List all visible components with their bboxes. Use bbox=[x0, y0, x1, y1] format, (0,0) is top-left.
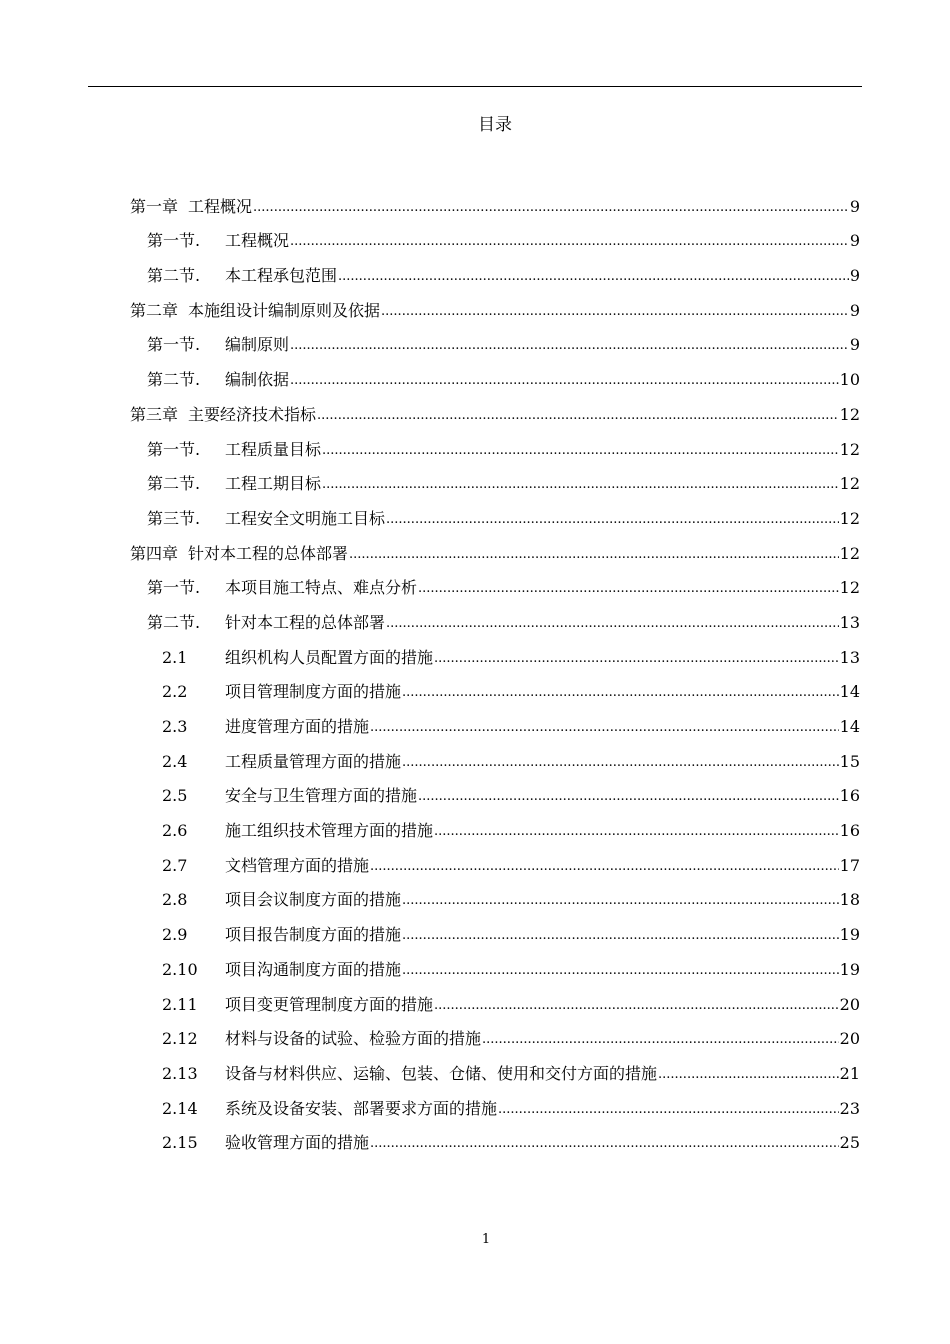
toc-entry-label bbox=[130, 855, 369, 877]
toc-entry-title: 本项目施工特点、难点分析 bbox=[225, 578, 418, 598]
toc-entry-subsection[interactable] bbox=[130, 738, 860, 773]
toc-entry-chapter[interactable] bbox=[130, 287, 860, 322]
page-number: 1 bbox=[481, 1232, 491, 1247]
toc-title: 目录 bbox=[478, 115, 512, 135]
toc-entry-title: 针对本工程的总体部署 bbox=[188, 543, 349, 563]
toc-entry-page: 16 bbox=[839, 786, 860, 806]
toc-entry-label bbox=[130, 716, 369, 738]
toc-entry-number: 2.7 bbox=[162, 855, 188, 875]
toc-entry-number: 2.14 bbox=[162, 1098, 198, 1118]
toc-entry-page: 12 bbox=[839, 404, 860, 424]
toc-entry-page: 20 bbox=[839, 1029, 860, 1049]
toc-entry-section[interactable] bbox=[130, 356, 860, 391]
toc-entry-title: 项目管理制度方面的措施 bbox=[225, 682, 402, 702]
toc-entry-number: 第一节. bbox=[147, 578, 201, 598]
dot-leader bbox=[253, 196, 849, 218]
toc-entry-number: 第一节. bbox=[147, 231, 201, 251]
toc-entry-label bbox=[130, 196, 252, 218]
toc-entry-section[interactable] bbox=[130, 599, 860, 634]
toc-entry-page: 15 bbox=[839, 751, 860, 771]
toc-entry-label bbox=[130, 265, 337, 287]
header-rule bbox=[88, 86, 862, 87]
toc-entry-number: 2.4 bbox=[162, 751, 188, 771]
toc-entry-subsection[interactable] bbox=[130, 1016, 860, 1051]
toc-entry-number: 第三章 bbox=[130, 404, 179, 424]
toc-entry-number: 2.5 bbox=[162, 786, 188, 806]
toc-entry-title: 验收管理方面的措施 bbox=[225, 1133, 370, 1153]
dot-leader bbox=[402, 924, 839, 946]
toc-entry-title: 设备与材料供应、运输、包装、仓储、使用和交付方面的措施 bbox=[225, 1063, 658, 1083]
toc-entry-label bbox=[130, 230, 289, 252]
toc-entry-label bbox=[130, 994, 433, 1016]
toc-entry-label bbox=[130, 404, 316, 426]
toc-entry-page: 12 bbox=[839, 439, 860, 459]
toc-entry-label bbox=[130, 647, 433, 669]
toc-entry-label bbox=[130, 820, 433, 842]
dot-leader bbox=[402, 889, 839, 911]
toc-entry-label bbox=[130, 1132, 369, 1154]
toc-entry-number: 2.11 bbox=[162, 994, 198, 1014]
toc-entry-chapter[interactable] bbox=[130, 391, 860, 426]
toc-entry-number: 第二节. bbox=[147, 612, 201, 632]
toc-entry-number: 第二节. bbox=[147, 474, 201, 494]
dot-leader bbox=[402, 681, 839, 703]
dot-leader bbox=[381, 300, 849, 322]
toc-entry-title: 编制依据 bbox=[225, 370, 290, 390]
dot-leader bbox=[418, 577, 839, 599]
toc-entry-title: 进度管理方面的措施 bbox=[225, 717, 370, 736]
toc-entry-title: 项目沟通制度方面的措施 bbox=[225, 959, 402, 979]
toc-entry-subsection[interactable] bbox=[130, 981, 860, 1016]
toc-entry-number: 2.1 bbox=[162, 647, 188, 667]
toc-entry-title: 本施组设计编制原则及依据 bbox=[188, 300, 381, 320]
toc-entry-title: 项目会议制度方面的措施 bbox=[225, 890, 402, 910]
toc-entry-label bbox=[130, 543, 348, 565]
toc-entry-title: 编制原则 bbox=[225, 335, 290, 355]
toc-entry-subsection[interactable] bbox=[130, 773, 860, 808]
toc-entry-number: 2.12 bbox=[162, 1029, 198, 1049]
dot-leader bbox=[322, 439, 839, 461]
toc-entry-subsection[interactable] bbox=[130, 1050, 860, 1085]
dot-leader bbox=[370, 855, 839, 877]
toc-entry-title: 系统及设备安装、部署要求方面的措施 bbox=[225, 1098, 498, 1118]
toc-entry-page: 19 bbox=[839, 925, 860, 945]
toc-entry-section[interactable] bbox=[130, 565, 860, 600]
toc-entry-number: 2.8 bbox=[162, 890, 188, 910]
toc-entry-number: 2.2 bbox=[162, 682, 188, 702]
toc-entry-number: 2.9 bbox=[162, 925, 188, 945]
dot-leader bbox=[290, 230, 849, 252]
dot-leader bbox=[290, 334, 849, 356]
toc-entry-title: 本工程承包范围 bbox=[225, 266, 338, 286]
toc-entry-title: 安全与卫生管理方面的措施 bbox=[225, 786, 418, 806]
dot-leader bbox=[434, 820, 839, 842]
dot-leader bbox=[418, 785, 839, 807]
toc-entry-page: 13 bbox=[839, 647, 860, 667]
toc-entry-subsection[interactable] bbox=[130, 669, 860, 704]
toc-entry-subsection[interactable] bbox=[130, 877, 860, 912]
toc-entry-page: 16 bbox=[839, 821, 860, 841]
toc-entry-subsection[interactable] bbox=[130, 946, 860, 981]
toc-entry-subsection[interactable] bbox=[130, 703, 860, 738]
toc-entry-label bbox=[130, 473, 321, 495]
toc-entry-page: 14 bbox=[839, 682, 860, 702]
dot-leader bbox=[658, 1063, 839, 1085]
toc-entry-subsection[interactable] bbox=[130, 1120, 860, 1155]
table-of-contents bbox=[130, 183, 860, 1154]
toc-entry-page: 17 bbox=[839, 855, 860, 875]
toc-entry-label bbox=[130, 785, 417, 807]
toc-entry-chapter[interactable] bbox=[130, 530, 860, 565]
toc-entry-page: 9 bbox=[849, 335, 860, 355]
toc-entry-title: 材料与设备的试验、检验方面的措施 bbox=[225, 1029, 482, 1049]
toc-entry-page: 18 bbox=[839, 890, 860, 910]
toc-entry-title: 文档管理方面的措施 bbox=[225, 855, 370, 875]
dot-leader bbox=[402, 959, 839, 981]
toc-entry-section[interactable] bbox=[130, 426, 860, 461]
toc-entry-page: 19 bbox=[839, 959, 860, 979]
toc-entry-label bbox=[130, 369, 289, 391]
toc-entry-subsection[interactable] bbox=[130, 807, 860, 842]
toc-entry-title: 工程工期目标 bbox=[225, 474, 322, 494]
toc-entry-label bbox=[130, 1098, 497, 1120]
toc-entry-section[interactable] bbox=[130, 322, 860, 357]
toc-entry-page: 9 bbox=[849, 266, 860, 286]
toc-entry-label bbox=[130, 612, 385, 634]
toc-entry-label bbox=[130, 439, 321, 461]
toc-entry-title: 针对本工程的总体部署 bbox=[225, 612, 386, 632]
toc-entry-title: 主要经济技术指标 bbox=[188, 404, 317, 424]
toc-entry-page: 12 bbox=[839, 474, 860, 494]
toc-entry-page: 20 bbox=[839, 994, 860, 1014]
dot-leader bbox=[349, 543, 839, 565]
toc-entry-number: 2.15 bbox=[162, 1133, 198, 1153]
toc-entry-title: 工程概况 bbox=[188, 196, 253, 216]
toc-entry-title: 施工组织技术管理方面的措施 bbox=[225, 821, 434, 841]
toc-entry-title: 组织机构人员配置方面的措施 bbox=[225, 647, 434, 667]
toc-entry-section[interactable] bbox=[130, 461, 860, 496]
toc-entry-label bbox=[130, 1028, 481, 1050]
dot-leader bbox=[434, 994, 839, 1016]
dot-leader bbox=[434, 647, 839, 669]
dot-leader bbox=[322, 473, 839, 495]
dot-leader bbox=[370, 716, 839, 738]
toc-entry-page: 12 bbox=[839, 578, 860, 598]
toc-entry-label bbox=[130, 577, 417, 599]
toc-entry-number: 第一节. bbox=[147, 335, 201, 355]
toc-entry-number: 第二节. bbox=[147, 266, 201, 286]
toc-entry-label bbox=[130, 681, 401, 703]
toc-entry-number: 第一章 bbox=[130, 196, 179, 216]
dot-leader bbox=[482, 1028, 839, 1050]
toc-entry-label bbox=[130, 1063, 657, 1085]
toc-entry-page: 12 bbox=[839, 508, 860, 528]
toc-entry-page: 14 bbox=[839, 717, 860, 736]
toc-entry-title: 工程质量目标 bbox=[225, 439, 322, 459]
dot-leader bbox=[498, 1098, 839, 1120]
toc-entry-number: 第二节. bbox=[147, 370, 201, 390]
toc-entry-number: 第二章 bbox=[130, 300, 179, 320]
toc-entry-page: 9 bbox=[849, 196, 860, 216]
toc-entry-title: 工程安全文明施工目标 bbox=[225, 508, 386, 528]
toc-entry-number: 2.6 bbox=[162, 821, 188, 841]
dot-leader bbox=[386, 508, 839, 530]
toc-entry-title: 项目变更管理制度方面的措施 bbox=[225, 994, 434, 1014]
toc-entry-label bbox=[130, 300, 380, 322]
toc-entry-page: 9 bbox=[849, 231, 860, 251]
toc-entry-page: 21 bbox=[839, 1063, 860, 1083]
toc-entry-number: 第三节. bbox=[147, 508, 201, 528]
toc-entry-label bbox=[130, 924, 401, 946]
toc-entry-label bbox=[130, 959, 401, 981]
toc-entry-subsection[interactable] bbox=[130, 911, 860, 946]
toc-entry-number: 2.13 bbox=[162, 1063, 198, 1083]
toc-entry-chapter[interactable] bbox=[130, 183, 860, 218]
toc-entry-subsection[interactable] bbox=[130, 1085, 860, 1120]
toc-entry-page: 25 bbox=[839, 1133, 860, 1153]
toc-entry-title: 项目报告制度方面的措施 bbox=[225, 925, 402, 945]
toc-entry-number: 2.3 bbox=[162, 717, 188, 736]
dot-leader bbox=[290, 369, 839, 391]
toc-entry-number: 第一节. bbox=[147, 439, 201, 459]
dot-leader bbox=[386, 612, 839, 634]
toc-entry-label bbox=[130, 751, 401, 773]
toc-entry-section[interactable] bbox=[130, 495, 860, 530]
toc-entry-page: 23 bbox=[839, 1098, 860, 1118]
toc-entry-page: 13 bbox=[839, 612, 860, 632]
dot-leader bbox=[317, 404, 839, 426]
toc-entry-label bbox=[130, 889, 401, 911]
toc-entry-label bbox=[130, 334, 289, 356]
toc-entry-section[interactable] bbox=[130, 218, 860, 253]
toc-entry-title: 工程质量管理方面的措施 bbox=[225, 751, 402, 771]
toc-entry-page: 9 bbox=[849, 300, 860, 320]
toc-entry-number: 第四章 bbox=[130, 543, 179, 563]
toc-entry-section[interactable] bbox=[130, 252, 860, 287]
toc-entry-number: 2.10 bbox=[162, 959, 198, 979]
toc-entry-subsection[interactable] bbox=[130, 842, 860, 877]
dot-leader bbox=[402, 751, 839, 773]
dot-leader bbox=[338, 265, 849, 287]
toc-entry-subsection[interactable] bbox=[130, 634, 860, 669]
toc-entry-title: 工程概况 bbox=[225, 231, 290, 251]
toc-entry-page: 12 bbox=[839, 543, 860, 563]
toc-entry-page: 10 bbox=[839, 370, 860, 390]
toc-entry-label bbox=[130, 508, 385, 530]
dot-leader bbox=[370, 1132, 839, 1154]
